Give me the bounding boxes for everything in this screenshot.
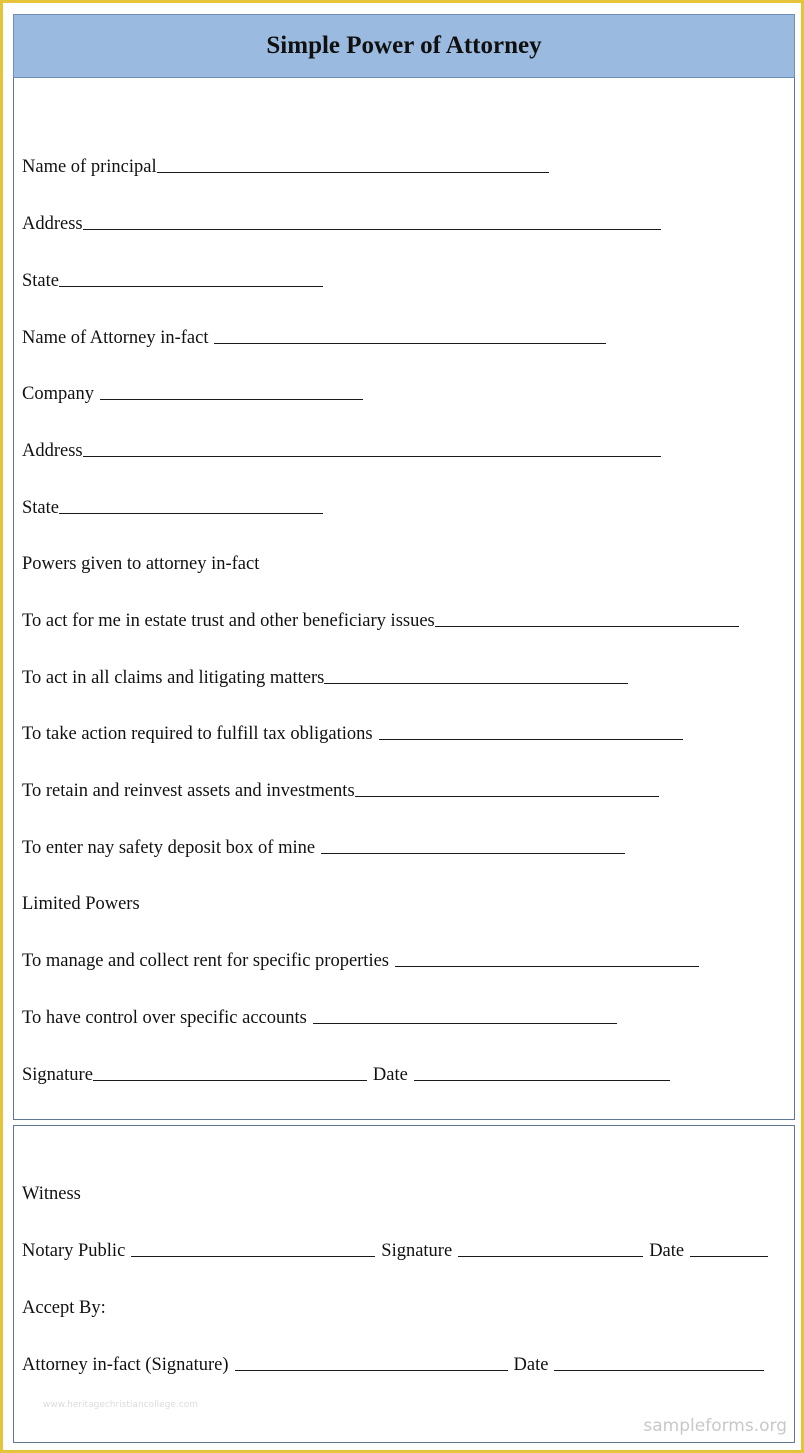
company-row xyxy=(22,381,363,405)
state-row-1 xyxy=(22,268,323,292)
power-estate-field[interactable] xyxy=(435,625,739,627)
attorney-date-field[interactable] xyxy=(554,1369,764,1371)
date-field[interactable] xyxy=(414,1079,670,1081)
notary-signature-field[interactable] xyxy=(458,1255,643,1257)
address-label: Address xyxy=(22,441,83,461)
accept-by-label: Accept By: xyxy=(22,1298,106,1318)
form-title: Simple Power of Attorney xyxy=(266,32,542,59)
power-assets-field[interactable] xyxy=(355,795,659,797)
name-of-principal-label: Name of principal xyxy=(22,157,157,177)
name-of-attorney-field[interactable] xyxy=(214,342,606,344)
notary-date-label: Date xyxy=(649,1241,685,1261)
notary-public-label: Notary Public xyxy=(22,1241,126,1261)
state-label: State xyxy=(22,498,59,518)
name-of-principal-field[interactable] xyxy=(157,171,549,173)
form-header xyxy=(13,14,795,78)
notary-public-field[interactable] xyxy=(131,1255,375,1257)
address-row-1 xyxy=(22,211,661,235)
power-claims-field[interactable] xyxy=(324,682,628,684)
power-assets-label: To retain and reinvest assets and investments xyxy=(22,781,355,801)
site-watermark: sampleforms.org xyxy=(643,1416,787,1436)
signature-label: Signature xyxy=(22,1065,93,1085)
powers-heading: Powers given to attorney in-fact xyxy=(22,554,260,574)
address-field[interactable] xyxy=(83,228,661,230)
company-label: Company xyxy=(22,384,94,404)
power-tax-field[interactable] xyxy=(379,738,683,740)
limited-heading-row xyxy=(22,891,140,915)
power-estate-row xyxy=(22,608,739,632)
limited-accounts-field[interactable] xyxy=(313,1022,617,1024)
state-label: State xyxy=(22,271,59,291)
witness-heading-row xyxy=(22,1181,81,1205)
accept-by-row xyxy=(22,1295,106,1319)
state-field[interactable] xyxy=(59,512,323,514)
power-deposit-box-label: To enter nay safety deposit box of mine xyxy=(22,838,316,858)
power-claims-row xyxy=(22,665,628,689)
state-field[interactable] xyxy=(59,285,323,287)
attorney-signature-field[interactable] xyxy=(235,1369,508,1371)
powers-heading-row xyxy=(22,551,259,575)
limited-rent-label: To manage and collect rent for specific properties xyxy=(22,951,390,971)
power-assets-row xyxy=(22,778,659,802)
power-deposit-box-row xyxy=(22,835,625,859)
limited-rent-field[interactable] xyxy=(395,965,699,967)
limited-accounts-row xyxy=(22,1005,617,1029)
notary-signature-label: Signature xyxy=(381,1241,453,1261)
witness-section xyxy=(13,1125,795,1443)
attorney-date-label: Date xyxy=(513,1355,549,1375)
address-row-2 xyxy=(22,438,661,462)
signature-date-row xyxy=(22,1062,670,1086)
power-estate-label: To act for me in estate trust and other beneficiary issues xyxy=(22,611,435,631)
power-claims-label: To act in all claims and litigating matters xyxy=(22,668,325,688)
limited-rent-row xyxy=(22,948,699,972)
faint-url-watermark: www.heritagechristiancollege.com xyxy=(43,1400,198,1410)
signature-field[interactable] xyxy=(93,1079,367,1081)
date-label: Date xyxy=(372,1065,408,1085)
company-field[interactable] xyxy=(100,398,363,400)
address-label: Address xyxy=(22,214,83,234)
attorney-signature-row xyxy=(22,1352,764,1376)
notary-date-field[interactable] xyxy=(690,1255,768,1257)
witness-heading: Witness xyxy=(22,1184,81,1204)
limited-accounts-label: To have control over specific accounts xyxy=(22,1008,307,1028)
notary-row xyxy=(22,1238,768,1262)
power-tax-row xyxy=(22,721,683,745)
limited-powers-heading: Limited Powers xyxy=(22,894,140,914)
state-row-2 xyxy=(22,495,323,519)
power-tax-label: To take action required to fulfill tax obligations xyxy=(22,724,373,744)
address-field[interactable] xyxy=(83,455,661,457)
attorney-signature-label: Attorney in-fact (Signature) xyxy=(22,1355,229,1375)
name-of-attorney-row xyxy=(22,325,606,349)
name-of-principal-row xyxy=(22,154,549,178)
name-of-attorney-label: Name of Attorney in-fact xyxy=(22,328,209,348)
power-deposit-box-field[interactable] xyxy=(321,852,625,854)
